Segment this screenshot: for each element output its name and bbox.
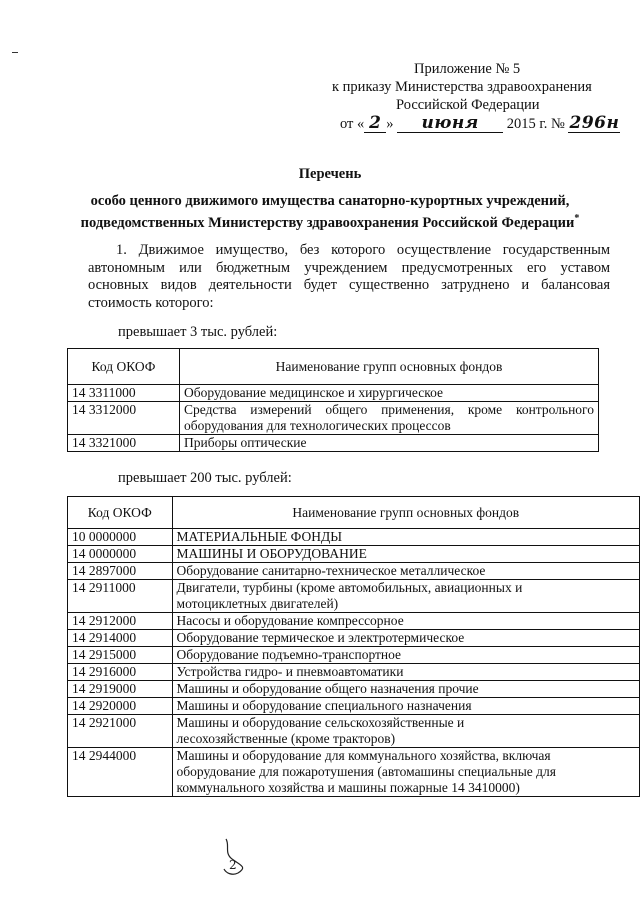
table-header-row: [68, 497, 640, 529]
date-day-close: »: [386, 116, 394, 132]
appendix-number: Приложение № 5: [414, 61, 521, 77]
table-row: [68, 647, 640, 664]
header-name: Наименование групп основных фондов: [172, 497, 639, 529]
date-month: июня: [397, 114, 503, 133]
label-3-thousand: превышает 3 тыс. рублей:: [118, 324, 278, 340]
table-header-row: [68, 349, 599, 385]
scan-mark: [12, 48, 18, 53]
table-row: [68, 563, 640, 580]
row-name: Приборы оптические: [180, 435, 599, 452]
order-number: 296н: [569, 113, 620, 133]
row-name: Оборудование санитарно-техническое металлическое: [172, 563, 639, 580]
table-row: [68, 580, 640, 613]
row-code: 14 3311000: [68, 385, 180, 402]
row-code: 14 2919000: [68, 681, 173, 698]
row-name: Машины и оборудование для коммунального хозяйства, включая оборудование для пожаротушения (автомашины специальные для коммунального хозяйства и машины пожарные 14 3410000): [172, 748, 639, 797]
appendix-date-line: [330, 114, 620, 133]
appendix-header: [330, 60, 620, 133]
row-name: Насосы и оборудование компрессорное: [172, 613, 639, 630]
date-year: 2015 г. №: [506, 116, 565, 132]
table-row: [68, 664, 640, 681]
date-day: 2: [364, 114, 386, 133]
table-row: [68, 435, 599, 452]
title-line-1: Перечень: [298, 166, 362, 182]
header-code: Код ОКОФ: [68, 497, 173, 529]
table-row: [68, 630, 640, 647]
title-line-3: [40, 210, 620, 232]
row-name: МАТЕРИАЛЬНЫЕ ФОНДЫ: [172, 529, 639, 546]
row-code: 14 2944000: [68, 748, 173, 797]
row-code: 14 2914000: [68, 630, 173, 647]
title-line-3-text: подведомственных Министерству здравоохранения Российской Федерации: [80, 214, 575, 231]
handwritten-mark-icon: [218, 835, 252, 879]
row-code: 10 0000000: [68, 529, 173, 546]
row-code: 14 2912000: [68, 613, 173, 630]
row-name: Средства измерений общего применения, кроме контрольного оборудования для технологических процессов: [180, 402, 599, 435]
row-code: 14 0000000: [68, 546, 173, 563]
table-row: [68, 715, 640, 748]
row-code: 14 2915000: [68, 647, 173, 664]
label-200-thousand: превышает 200 тыс. рублей:: [118, 470, 292, 486]
table-row: [68, 546, 640, 563]
row-code: 14 2921000: [68, 715, 173, 748]
row-code: 14 3321000: [68, 435, 180, 452]
row-name: Оборудование подъемно-транспортное: [172, 647, 639, 664]
header-name: Наименование групп основных фондов: [180, 349, 599, 385]
table-row: [68, 529, 640, 546]
page-number: 2: [229, 858, 237, 872]
row-code: 14 2911000: [68, 580, 173, 613]
table-row: [68, 681, 640, 698]
row-code: 14 3312000: [68, 402, 180, 435]
table-row: [68, 385, 599, 402]
row-code: 14 2897000: [68, 563, 173, 580]
row-name: Двигатели, турбины (кроме автомобильных, авиационных и мотоциклетных двигателей): [172, 580, 639, 613]
date-prefix: от «: [340, 116, 365, 132]
title-line-2: особо ценного движимого имущества санаторно-курортных учреждений,: [90, 193, 570, 209]
row-name: МАШИНЫ И ОБОРУДОВАНИЕ: [172, 546, 639, 563]
page-number-mark: [218, 835, 252, 884]
header-code: Код ОКОФ: [68, 349, 180, 385]
row-code: 14 2916000: [68, 664, 173, 681]
row-name: Машины и оборудование специального назначения: [172, 698, 639, 715]
row-name: Машины и оборудование общего назначения прочие: [172, 681, 639, 698]
row-code: 14 2920000: [68, 698, 173, 715]
table-row: [68, 748, 640, 797]
row-name: Оборудование медицинское и хирургическое: [180, 385, 599, 402]
row-name: Оборудование термическое и электротермическое: [172, 630, 639, 647]
appendix-federation: Российской Федерации: [396, 97, 540, 113]
paragraph-1: 1. Движимое имущество, без которого осуществление государственным автономным или бюджетным учреждением предусмотренных его уставом основных видов деятельности будет существенно затруднено и балансовая стоимость которого:: [88, 242, 610, 311]
row-name: Машины и оборудование сельскохозяйственные и лесохозяйственные (кроме тракторов): [172, 715, 639, 748]
table-row: [68, 613, 640, 630]
table-row: [68, 402, 599, 435]
document-title: [40, 165, 620, 232]
footnote-mark: *: [574, 213, 580, 224]
table-3-thousand: [67, 348, 599, 452]
appendix-order-ref: к приказу Министерства здравоохранения: [332, 79, 592, 95]
row-name: Устройства гидро- и пневмоавтоматики: [172, 664, 639, 681]
table-row: [68, 698, 640, 715]
table-200-thousand: [67, 496, 640, 797]
